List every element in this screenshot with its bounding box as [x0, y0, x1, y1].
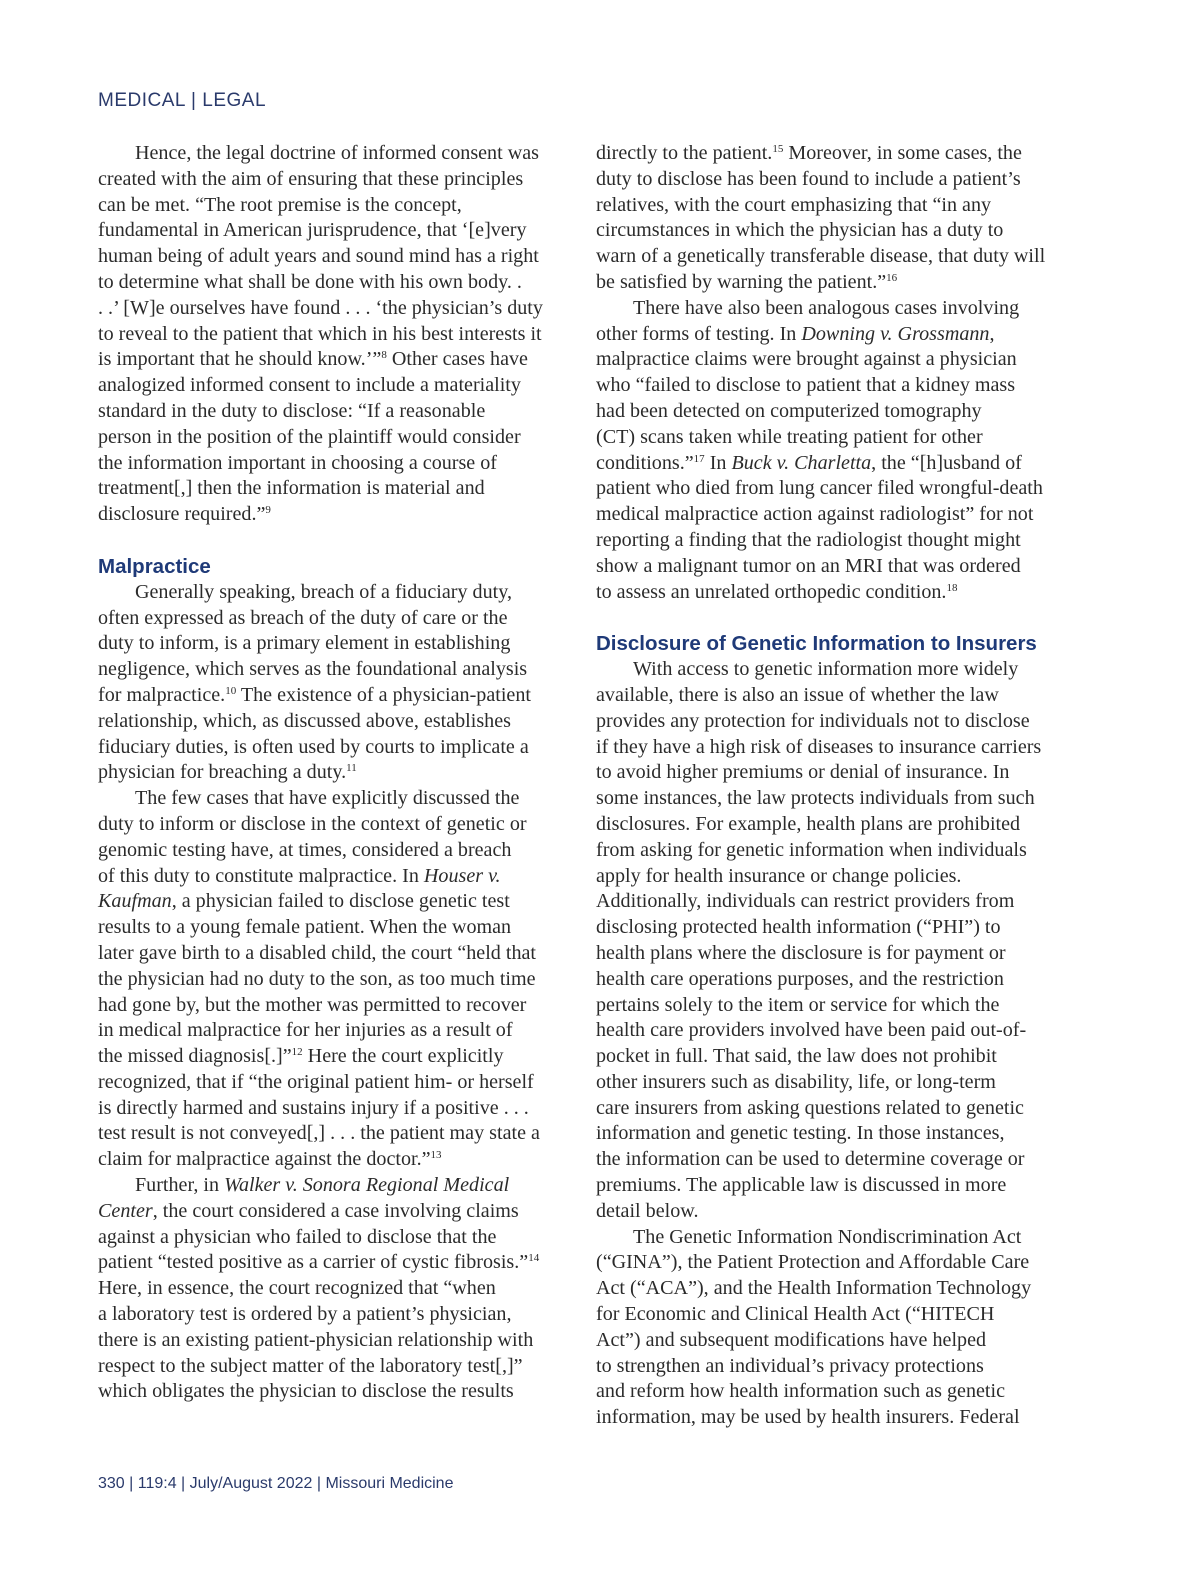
- text-line: pocket in full. That said, the law does not prohibit: [596, 1045, 997, 1068]
- text-line: if they have a high risk of diseases to insurance carriers: [596, 735, 1042, 758]
- text-line: a laboratory test is ordered by a patient’s physician,: [98, 1303, 512, 1326]
- footnote-ref: 15: [772, 143, 784, 155]
- text-line: Additionally, individuals can restrict providers from: [596, 890, 1015, 913]
- text-line: health care operations purposes, and the restriction: [596, 967, 1004, 990]
- text-line: other insurers such as disability, life, or long-term: [596, 1070, 996, 1093]
- text-line: medical malpractice action against radiologist” for not: [596, 503, 1034, 526]
- heading-malpractice: Malpractice: [98, 554, 211, 578]
- text-line: claim for malpractice against the doctor.”$^{13}$: [98, 1148, 442, 1171]
- text-line: for Economic and Clinical Health Act (“HITECH: [596, 1303, 995, 1326]
- text-line: genomic testing have, at times, considered a breach: [98, 838, 512, 861]
- text-line: against a physician who failed to disclose that the: [98, 1225, 497, 1248]
- text-line: disclosures. For example, health plans are prohibited: [596, 812, 1021, 835]
- footnote-ref: 18: [946, 581, 958, 594]
- text-line: to strengthen an individual’s privacy protections: [596, 1354, 984, 1377]
- text-line: some instances, the law protects individuals from such: [596, 787, 1035, 810]
- text-line: the missed diagnosis[.]”$^{12}$ Here the court explicitly: [98, 1045, 504, 1068]
- text-line: duty to inform or disclose in the context of genetic or: [98, 812, 527, 835]
- text-line: detail below.: [596, 1199, 699, 1222]
- text-line: disclosure required.”$^9$: [98, 503, 271, 526]
- text-line: conditions.”$^{17}$ In Buck v. Charletta, the “[h]usband of: [596, 451, 1022, 474]
- text-line: from asking for genetic information when individuals: [596, 838, 1027, 861]
- text-line: for malpractice.$^{10}$ The existence of a physician-patient: [98, 683, 531, 706]
- text-line: to avoid higher premiums or denial of insurance. In: [596, 761, 1010, 784]
- text-line: information, may be used by health insurers. Federal: [596, 1406, 1020, 1429]
- text-line: Act”) and subsequent modifications have helped: [596, 1328, 987, 1351]
- footnote-ref: 13: [430, 1149, 442, 1162]
- text-line: directly to the patient.$^{15}$ Moreover, in some cases, the: [596, 142, 1022, 164]
- text-line: human being of adult years and sound mind has a right: [98, 245, 539, 268]
- text-line: There have also been analogous cases involving: [633, 296, 1020, 319]
- text-line: provides any protection for individuals not to disclose: [596, 709, 1030, 732]
- text-line: be satisfied by warning the patient.”$^{16}$: [596, 270, 898, 293]
- footnote-ref: 11: [346, 762, 357, 775]
- footnote-ref: 8: [381, 349, 387, 362]
- text-line: available, there is also an issue of whether the law: [596, 683, 999, 706]
- text-line: Center, the court considered a case involving claims: [98, 1199, 519, 1222]
- text-line: standard in the duty to disclose: “If a reasonable: [98, 399, 486, 422]
- section-label: MEDICAL | LEGAL: [98, 90, 267, 111]
- text-line: Kaufman, a physician failed to disclose genetic test: [98, 890, 510, 913]
- text-line: negligence, which serves as the foundational analysis: [98, 658, 528, 681]
- text-line: show a malignant tumor on an MRI that was ordered: [596, 554, 1021, 577]
- text-line: had gone by, but the mother was permitted to recover: [98, 993, 527, 1016]
- text-line: (CT) scans taken while treating patient for other: [596, 425, 983, 448]
- text-line: Generally speaking, breach of a fiduciary duty,: [135, 580, 512, 603]
- text-line: The few cases that have explicitly discussed the: [135, 787, 520, 810]
- text-line: relatives, with the court emphasizing that “in any: [596, 193, 992, 216]
- text-line: and reform how health information such as genetic: [596, 1380, 1005, 1403]
- text-line: premiums. The applicable law is discussed in more: [596, 1174, 1007, 1197]
- text-line: analogized informed consent to include a materiality: [98, 374, 521, 397]
- text-line: . .’ [W]e ourselves have found . . . ‘the physician’s duty: [98, 296, 543, 319]
- text-line: respect to the subject matter of the laboratory test[,]”: [98, 1354, 523, 1377]
- text-line: to determine what shall be done with his own body. .: [98, 270, 522, 293]
- text-line: person in the position of the plaintiff would consider: [98, 425, 521, 448]
- text-line: created with the aim of ensuring that these principles: [98, 167, 524, 190]
- text-line: Further, in Walker v. Sonora Regional Medical: [135, 1174, 510, 1197]
- footnote-ref: 14: [528, 1252, 540, 1265]
- text-line: pertains solely to the item or service for which the: [596, 993, 1000, 1016]
- text-line: duty to inform, is a primary element in establishing: [98, 632, 511, 655]
- text-line: the physician had no duty to the son, as too much time: [98, 967, 536, 990]
- footnote-ref: 17: [693, 452, 705, 465]
- text-line: relationship, which, as discussed above, establishes: [98, 709, 511, 732]
- text-line: to assess an unrelated orthopedic condition.$^{18}$: [596, 580, 958, 603]
- footnote-ref: 12: [291, 1046, 303, 1059]
- text-line: can be met. “The root premise is the concept,: [98, 193, 462, 216]
- text-line: malpractice claims were brought against a physician: [596, 348, 1017, 371]
- text-line: Hence, the legal doctrine of informed consent was: [135, 142, 539, 164]
- text-line: fiduciary duties, is often used by courts to implicate a: [98, 735, 529, 758]
- text-line: fundamental in American jurisprudence, that ‘[e]very: [98, 219, 527, 242]
- text-line: of this duty to constitute malpractice. In Houser v.: [98, 864, 501, 887]
- text-line: duty to disclose has been found to include a patient’s: [596, 167, 1021, 190]
- text-line: patient “tested positive as a carrier of cystic fibrosis.”$^{14}$: [98, 1251, 540, 1274]
- page-footer: 330 | 119:4 | July/August 2022 | Missouri Medicine: [98, 1475, 454, 1492]
- text-line: the information important in choosing a course of: [98, 451, 497, 474]
- text-line: is important that he should know.’”$^8$ Other cases have: [98, 348, 528, 371]
- text-line: often expressed as breach of the duty of care or the: [98, 606, 508, 629]
- text-line: warn of a genetically transferable disease, that duty will: [596, 245, 1046, 268]
- text-line: treatment[,] then the information is material and: [98, 477, 485, 500]
- left-column: [98, 141, 572, 1405]
- right-column: [596, 141, 1070, 1431]
- heading-disclosure: Disclosure of Genetic Information to Insurers: [596, 632, 1037, 656]
- text-line: Here, in essence, the court recognized that “when: [98, 1277, 496, 1300]
- text-line: results to a young female patient. When the woman: [98, 916, 512, 939]
- text-line: which obligates the physician to disclose the results: [98, 1380, 514, 1403]
- text-line: apply for health insurance or change policies.: [596, 864, 962, 887]
- text-line: recognized, that if “the original patient him- or herself: [98, 1070, 534, 1093]
- text-line: other forms of testing. In Downing v. Grossmann,: [596, 322, 995, 345]
- text-line: in medical malpractice for her injuries as a result of: [98, 1019, 513, 1042]
- text-line: information and genetic testing. In those instances,: [596, 1122, 1005, 1145]
- text-line: (“GINA”), the Patient Protection and Affordable Care: [596, 1251, 1030, 1274]
- text-line: to reveal to the patient that which in his best interests it: [98, 322, 542, 345]
- text-line: health care providers involved have been paid out-of-: [596, 1019, 1027, 1042]
- footnote-ref: 16: [886, 271, 898, 284]
- text-line: there is an existing patient-physician relationship with: [98, 1328, 534, 1351]
- text-line: test result is not conveyed[,] . . . the patient may state a: [98, 1122, 540, 1145]
- text-line: circumstances in which the physician has a duty to: [596, 219, 1004, 242]
- text-line: care insurers from asking questions related to genetic: [596, 1096, 1024, 1119]
- text-line: physician for breaching a duty.$^{11}$: [98, 761, 357, 784]
- text-line: reporting a finding that the radiologist thought might: [596, 528, 1021, 551]
- text-line: health plans where the disclosure is for payment or: [596, 941, 1006, 964]
- text-line: disclosing protected health information (“PHI”) to: [596, 916, 1001, 939]
- text-line: Act (“ACA”), and the Health Information Technology: [596, 1277, 1032, 1300]
- footnote-ref: 9: [265, 504, 271, 517]
- text-line: who “failed to disclose to patient that a kidney mass: [596, 374, 1016, 397]
- text-line: With access to genetic information more widely: [633, 658, 1019, 681]
- text-line: the information can be used to determine coverage or: [596, 1148, 1025, 1171]
- footnote-ref: 10: [225, 684, 237, 697]
- text-line: The Genetic Information Nondiscrimination Act: [633, 1225, 1022, 1248]
- text-line: had been detected on computerized tomography: [596, 399, 982, 422]
- text-line: later gave birth to a disabled child, the court “held that: [98, 941, 537, 964]
- text-line: is directly harmed and sustains injury if a positive . . .: [98, 1096, 529, 1119]
- text-line: patient who died from lung cancer filed wrongful-death: [596, 477, 1043, 500]
